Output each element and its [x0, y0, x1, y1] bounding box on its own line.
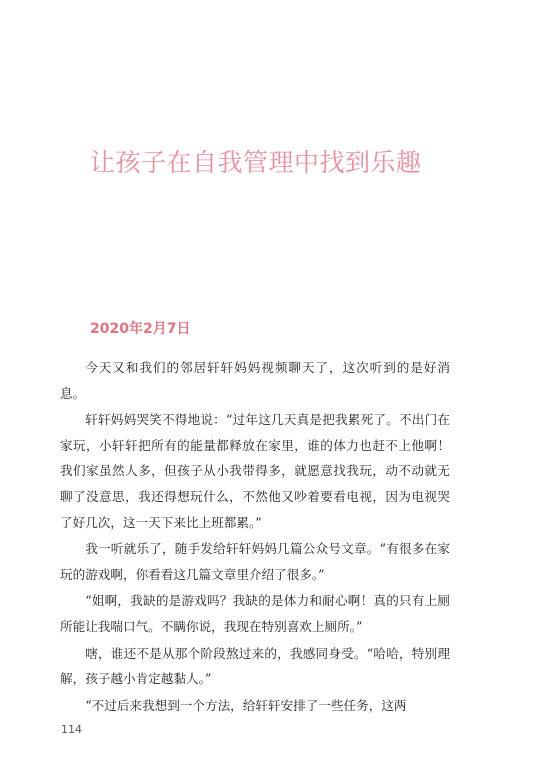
paragraph: 轩轩妈妈哭笑不得地说：“过年这几天真是把我累死了。不出门在家玩，小轩轩把所有的能量都释放在家里，谁的体力也赶不上他啊！我们家虽然人多，但孩子从小我带得多，就愿意找我玩，动不动就无聊了没意思，我还得想玩什么，不然他又吵着要看电视，因为电视哭了好几次，这一天下来比上班都累。”	[60, 412, 450, 530]
page-number: 114	[61, 723, 82, 736]
paragraph: 嗐，谁还不是从那个阶段熬过来的，我感同身受。“哈哈，特别理解，孩子越小肯定越黏人。”	[60, 645, 450, 687]
paragraph: 我一听就乐了，随手发给轩轩妈妈几篇公众号文章。“有很多在家玩的游戏啊，你看看这几篇文章里介绍了很多。”	[60, 541, 450, 582]
entry-date: 2020年2月7日	[90, 321, 191, 337]
paragraph: 今天又和我们的邻居轩轩妈妈视频聊天了，这次听到的是好消息。	[60, 360, 450, 401]
chapter-title: 让孩子在自我管理中找到乐趣	[90, 148, 422, 177]
paragraph: “不过后来我想到一个方法，给轩轩安排了一些任务，这两	[85, 697, 407, 713]
paragraph: “姐啊，我缺的是游戏吗？我缺的是体力和耐心啊！真的只有上厕所能让我喘口气。不瞒你说，我现在特别喜欢上厕所。”	[60, 593, 450, 634]
body-text	[60, 355, 450, 719]
